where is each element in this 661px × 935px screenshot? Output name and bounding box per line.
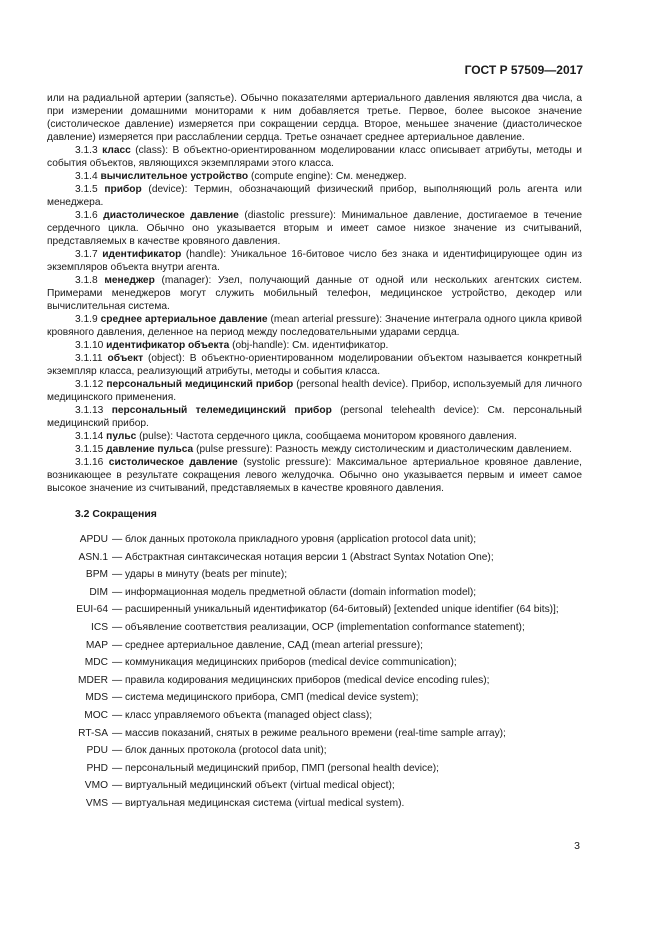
intro-paragraph: или на радиальной артерии (запястье). Обычно показателями артериального давления являются два числа, а при измерении домашними мониторами к ним добавляется третье. Первое, более высокое значение (систолическое давление) измеряется при сокращении сердца. Второе, меньшее значение (диастолическое давление) измеряется при расслаблении сердца. Третье означает среднее артериальное давление. bbox=[47, 93, 582, 143]
definition-number: 3.1.11 bbox=[75, 353, 103, 364]
abbreviation-key: MDC bbox=[84, 657, 108, 669]
definition-text: (class): В объектно-ориентированном моделировании класс описывает атрибуты, методы и события объектов, являющихся экземплярами этого класса. bbox=[47, 145, 582, 169]
definition-text: (mean arterial pressure): Значение интеграла одного цикла кривой кровяного давления, деленное на период между последовательными ударами сердца. bbox=[47, 314, 582, 338]
definition-text: (handle): Уникальное 16-битовое число без знака и идентифицирующее один из экземпляров объекта внутри агента. bbox=[47, 249, 582, 273]
abbreviation-definition: — блок данных протокола прикладного уровня (application protocol data unit); bbox=[112, 534, 477, 545]
definition-number: 3.1.4 bbox=[75, 171, 98, 182]
abbreviation-definition: — класс управляемого объекта (managed object class); bbox=[112, 709, 373, 721]
abbreviation-key: ASN.1 bbox=[78, 551, 108, 563]
definition-text: (personal health device). Прибор, используемый для личного медицинского применения. bbox=[47, 379, 582, 403]
definition-item bbox=[47, 430, 582, 443]
section-title: 3.2 Сокращения bbox=[75, 509, 157, 520]
abbreviation-definition: — массив показаний, снятых в режиме реального времени (real-time sample array); bbox=[112, 727, 506, 739]
abbreviation-key: VMS bbox=[85, 797, 108, 809]
abbreviation-definition: — Абстрактная синтаксическая нотация версии 1 (Abstract Syntax Notation One); bbox=[112, 551, 494, 563]
abbreviation-key: PHD bbox=[86, 762, 108, 774]
definition-term: класс bbox=[102, 145, 131, 156]
definition-term: вычислительное устройство bbox=[100, 171, 249, 182]
abbreviation-definition: — среднее артериальное давление, САД (mean arterial pressure); bbox=[112, 639, 423, 651]
abbreviation-key: ICS bbox=[91, 621, 108, 633]
definition-term: персональный медицинский прибор bbox=[106, 379, 294, 390]
abbreviation-definition: — расширенный уникальный идентификатор (64-битовый) [extended unique identifier (64 bits)]; bbox=[112, 604, 559, 616]
definition-item bbox=[47, 352, 582, 378]
definition-item bbox=[47, 443, 582, 456]
abbreviation-key: MDS bbox=[85, 692, 108, 704]
definition-item bbox=[47, 248, 582, 274]
definition-term: объект bbox=[107, 353, 144, 364]
definition-number: 3.1.14 bbox=[75, 431, 104, 442]
definition-text: (device): Термин, обозначающий физический прибор, выполняющий роль агента или менеджера. bbox=[47, 184, 582, 208]
abbreviation-row bbox=[47, 727, 582, 745]
definitions-list bbox=[47, 144, 582, 495]
definition-number: 3.1.12 bbox=[75, 379, 104, 390]
definition-text: (systolic pressure): Максимальное артериальное кровяное давление, возникающее в результате сокращения левого желудочка. Обычно оно указывается первым и имеет самое высокое значение из считываний, представляемых в качестве кровяного давления. bbox=[47, 457, 582, 494]
definition-text: (obj-handle): См. идентификатор. bbox=[229, 340, 389, 351]
abbreviation-row bbox=[47, 621, 582, 639]
abbreviation-row bbox=[47, 709, 582, 727]
abbreviation-row bbox=[47, 656, 582, 674]
abbreviation-row bbox=[47, 568, 582, 586]
abbreviation-row bbox=[47, 779, 582, 797]
definition-term: давление пульса bbox=[106, 444, 194, 455]
definition-item bbox=[47, 313, 582, 339]
abbreviations-list bbox=[47, 533, 582, 815]
definition-item bbox=[47, 209, 582, 248]
abbreviation-key: VMO bbox=[84, 780, 108, 792]
definition-number: 3.1.10 bbox=[75, 340, 104, 351]
document-code: ГОСТ Р 57509—2017 bbox=[464, 63, 583, 77]
abbreviation-key: MAP bbox=[85, 639, 108, 651]
definition-term: диастолическое давление bbox=[103, 210, 239, 221]
definition-term: менеджер bbox=[104, 275, 155, 286]
abbreviation-key: EUI-64 bbox=[76, 604, 108, 616]
definition-term: персональный телемедицинский прибор bbox=[111, 405, 332, 416]
definition-number: 3.1.16 bbox=[75, 457, 104, 468]
page-number: 3 bbox=[574, 840, 580, 852]
definition-number: 3.1.7 bbox=[75, 249, 98, 260]
definition-number: 3.1.5 bbox=[75, 184, 98, 195]
definition-number: 3.1.15 bbox=[75, 444, 104, 455]
definition-item bbox=[47, 339, 582, 352]
definition-item bbox=[47, 170, 582, 183]
definition-number: 3.1.13 bbox=[75, 405, 104, 416]
definition-term: пульс bbox=[106, 431, 137, 442]
definition-item bbox=[47, 274, 582, 313]
definition-item bbox=[47, 144, 582, 170]
abbreviation-definition: — удары в минуту (beats per minute); bbox=[112, 569, 288, 581]
abbreviation-row bbox=[47, 639, 582, 657]
definition-text: (manager): Узел, получающий данные от одной или нескольких агентских систем. Примерами менеджеров могут служить мобильный телефон, медицинское устройство, декодер или вычислительная система. bbox=[47, 275, 582, 312]
abbreviation-definition: — объявление соответствия реализации, ОСР (implementation conformance statement); bbox=[112, 621, 525, 633]
definition-item bbox=[47, 378, 582, 404]
definition-text: (diastolic pressure): Минимальное давление, достигаемое в течение сердечного цикла. Обычно оно указывается вторым и имеет самое низкое значение из считываний, представляемых в качестве кровяного давления. bbox=[47, 210, 582, 247]
definition-text: (object): В объектно-ориентированном моделировании объектом называется конкретный экземпляр класса, реализующий атрибуты, методы и события класса. bbox=[47, 353, 582, 377]
abbreviation-key: DIM bbox=[89, 586, 108, 598]
abbreviation-definition: — система медицинского прибора, СМП (medical device system); bbox=[112, 692, 419, 704]
abbreviation-row bbox=[47, 691, 582, 709]
abbreviation-row bbox=[47, 533, 582, 551]
abbreviation-key: PDU bbox=[86, 745, 108, 757]
abbreviation-definition: — блок данных протокола (protocol data unit); bbox=[112, 745, 327, 757]
abbreviation-definition: — правила кодирования медицинских приборов (medical device encoding rules); bbox=[112, 674, 490, 686]
abbreviation-definition: — персональный медицинский прибор, ПМП (personal health device); bbox=[112, 762, 439, 774]
definition-number: 3.1.9 bbox=[75, 314, 98, 325]
page-body bbox=[47, 92, 582, 815]
definition-item bbox=[47, 183, 582, 209]
definition-item bbox=[47, 404, 582, 430]
abbreviation-row bbox=[47, 674, 582, 692]
abbreviation-row bbox=[47, 797, 582, 815]
abbreviation-definition: — информационная модель предметной области (domain information model); bbox=[112, 586, 477, 598]
abbreviation-key: APDU bbox=[79, 534, 108, 545]
definition-term: идентификатор объекта bbox=[106, 340, 230, 351]
definition-term: прибор bbox=[104, 184, 142, 195]
abbreviation-row bbox=[47, 762, 582, 780]
definition-number: 3.1.6 bbox=[75, 210, 98, 221]
definition-text: (pulse pressure): Разность между систолическим и диастолическим давлением. bbox=[193, 444, 572, 455]
definition-term: среднее артериальное давление bbox=[100, 314, 268, 325]
abbreviation-row bbox=[47, 586, 582, 604]
abbreviation-row bbox=[47, 744, 582, 762]
definition-item bbox=[47, 456, 582, 495]
abbreviation-key: MDER bbox=[78, 674, 108, 686]
definition-text: (personal telehealth device): См. персональный медицинский прибор. bbox=[47, 405, 582, 429]
definition-term: идентификатор bbox=[102, 249, 182, 260]
abbreviation-key: BPM bbox=[85, 569, 108, 581]
definition-number: 3.1.8 bbox=[75, 275, 98, 286]
abbreviation-definition: — коммуникация медицинских приборов (medical device communication); bbox=[112, 657, 457, 669]
definition-term: систолическое давление bbox=[108, 457, 238, 468]
definition-text: (compute engine): См. менеджер. bbox=[248, 171, 407, 182]
abbreviation-row bbox=[47, 551, 582, 569]
abbreviation-definition: — виртуальная медицинская система (virtual medical system). bbox=[112, 797, 405, 809]
abbreviation-key: RT-SA bbox=[78, 727, 108, 739]
abbreviation-definition: — виртуальный медицинский объект (virtual medical object); bbox=[112, 780, 395, 792]
definition-number: 3.1.3 bbox=[75, 145, 98, 156]
definition-text: (pulse): Частота сердечного цикла, сообщаема монитором кровяного давления. bbox=[136, 431, 517, 442]
abbreviation-row bbox=[47, 603, 582, 621]
abbreviation-key: MOC bbox=[84, 709, 108, 721]
